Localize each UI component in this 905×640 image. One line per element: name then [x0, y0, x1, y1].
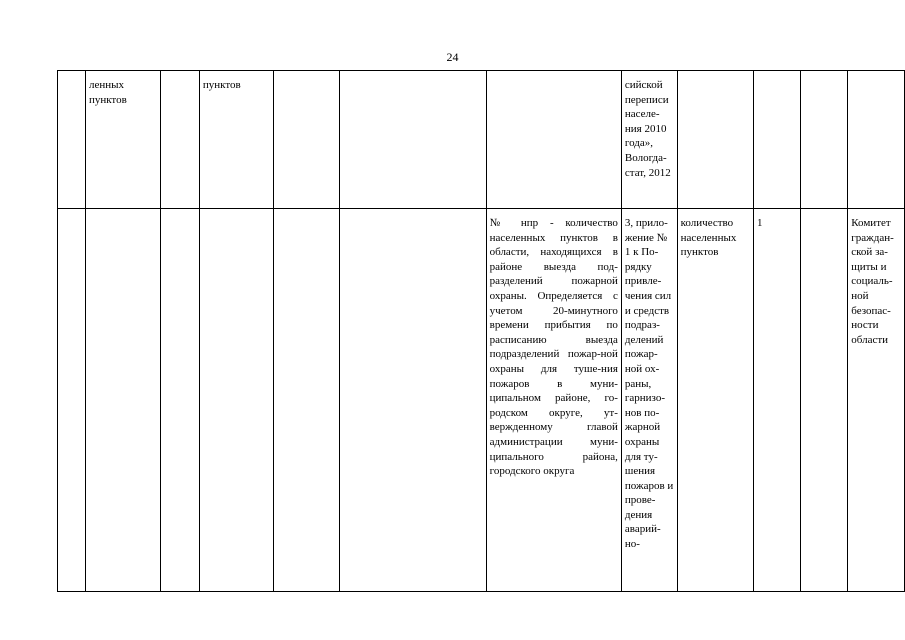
table-cell: сийской переписи населе-ния 2010 года», Вологда-стат, 2012 — [621, 71, 677, 209]
table-cell: 1 — [753, 209, 800, 592]
table-cell — [274, 71, 340, 209]
table-cell — [486, 71, 621, 209]
table-cell — [848, 71, 905, 209]
indicators-table — [57, 70, 905, 592]
table-row — [58, 71, 905, 209]
table-cell — [161, 71, 199, 209]
table-cell: количество населенных пунктов — [677, 209, 753, 592]
table-cell — [199, 209, 274, 592]
table-cell — [340, 209, 486, 592]
table-cell — [58, 209, 86, 592]
table-cell: 3, прило-жение № 1 к По-рядку привле-чения сил и средств подраз-делений пожар-ной ох-раны, гарнизо-нов по-жарной охраны для ту-шения пожаров и прове-дения аварий-но- — [621, 209, 677, 592]
table-cell: № нпр - количество населенных пунктов в области, находящихся в районе выезда под-разделений пожарной охраны. Определяется с учетом 20-минутного времени прибытия по расписанию выезда подразделений пожар-ной охраны для туше-ния пожаров в муни-ципальном районе, го-родском округе, ут-вержденному главой администрации муни-ципального района, городского округа — [486, 209, 621, 592]
table-cell — [340, 71, 486, 209]
table-cell: ленных пунктов — [85, 71, 160, 209]
table-cell: Комитет граждан-ской за-щиты и социаль-ной безопас-ности области — [848, 209, 905, 592]
table-cell — [161, 209, 199, 592]
table-cell — [677, 71, 753, 209]
table-cell — [85, 209, 160, 592]
table-cell — [753, 71, 800, 209]
page-number: 24 — [446, 50, 459, 64]
table-cell — [58, 71, 86, 209]
table-row — [58, 209, 905, 592]
table-cell — [801, 71, 848, 209]
table-cell — [274, 209, 340, 592]
table-cell — [801, 209, 848, 592]
table-cell: пунктов — [199, 71, 274, 209]
